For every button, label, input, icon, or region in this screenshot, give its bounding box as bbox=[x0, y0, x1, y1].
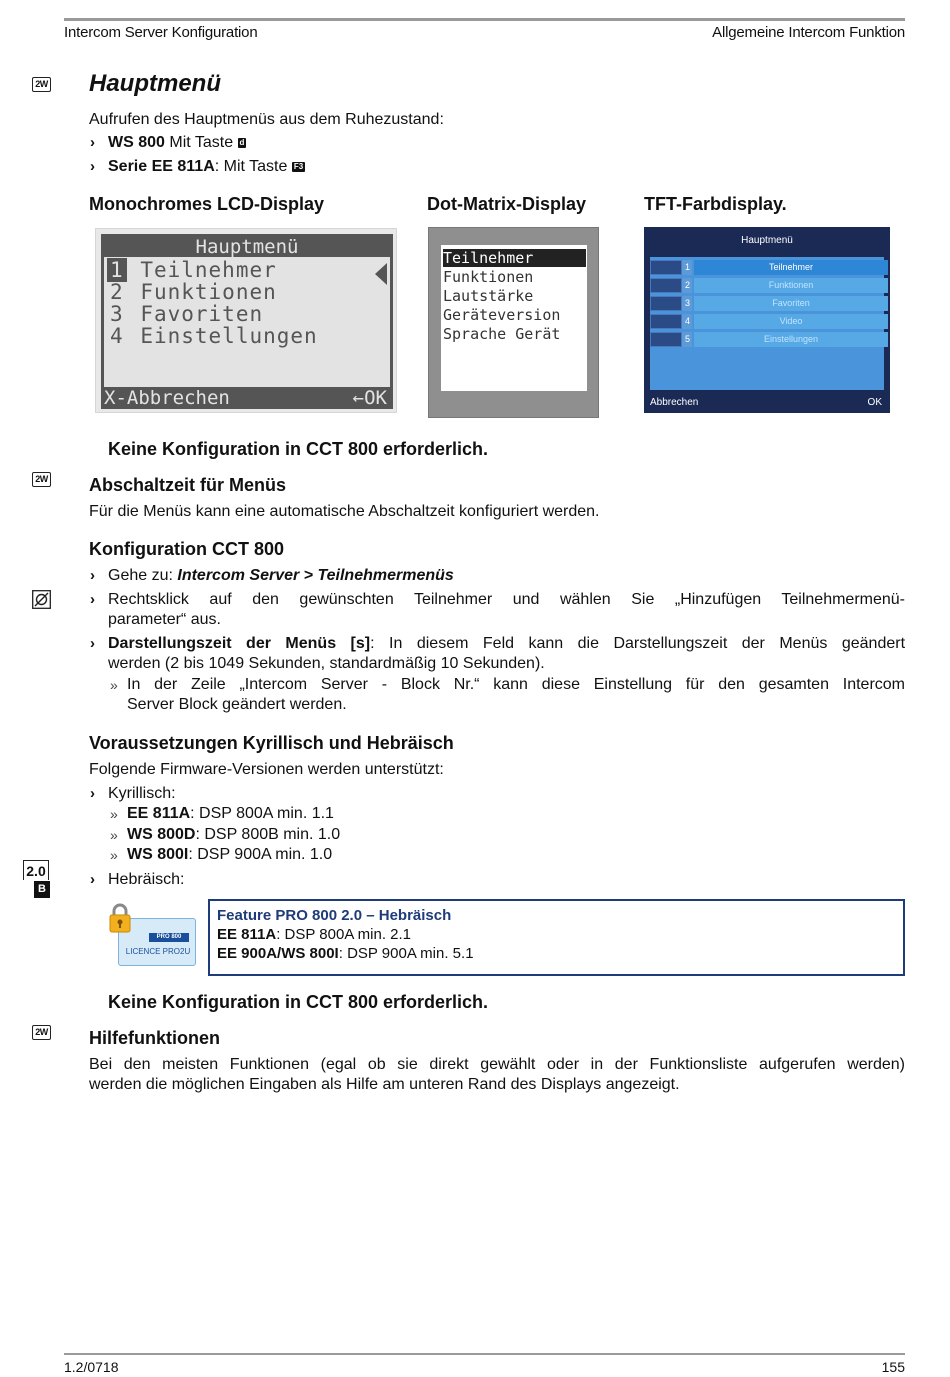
section-title-kyrillisch: Voraussetzungen Kyrillisch und Hebräisch bbox=[89, 733, 454, 753]
lock-icon bbox=[108, 903, 132, 933]
key-icon: F3 bbox=[293, 162, 304, 171]
bullet-rechtsklick: Rechtsklick auf den gewünschten Teilnehmer und wählen Sie „Hinzufügen Teilnehmermenü- parameter“ aus. bbox=[108, 591, 905, 628]
lcd-display bbox=[95, 228, 397, 413]
version-tag: 2.0 B bbox=[23, 860, 51, 900]
tft-row: 2 Funktionen bbox=[650, 278, 884, 293]
hilfe-text: Bei den meisten Funktionen (egal ob sie direkt gewählt oder in der Funktionsliste aufgerufen werden) werden die möglichen Eingaben als Hilfe am unteren Rand des Displays angezeigt. bbox=[89, 1056, 905, 1093]
bullet-kyrillisch: Kyrillisch: bbox=[108, 785, 176, 802]
chevron-icon: › bbox=[90, 134, 95, 151]
bullet-darstellungszeit: Darstellungszeit der Menüs [s]: In diesem Feld kann die Darstellungszeit der Menüs geändert werden (2 bis 1049 Sekunden, standardmäßig 10 Sekunden). bbox=[108, 635, 906, 672]
tft-row: 3 Favoriten bbox=[650, 296, 884, 311]
lcd-row: 2 Funktionen bbox=[110, 280, 277, 304]
lcd-row: 3 Favoriten bbox=[110, 302, 264, 326]
feature-line: EE 811A: DSP 800A min. 2.1 bbox=[217, 926, 412, 943]
sub-chevron-icon: » bbox=[110, 827, 118, 843]
twow-tag: 2W bbox=[32, 472, 51, 487]
page-title: Hauptmenü bbox=[89, 70, 221, 97]
section-title-cct800: Konfiguration CCT 800 bbox=[89, 539, 285, 559]
dot-label: Dot-Matrix-Display bbox=[427, 194, 587, 214]
tft-row: 4 Video bbox=[650, 314, 884, 329]
lcd-title: Hauptmenü bbox=[104, 237, 390, 257]
chevron-icon: › bbox=[90, 871, 95, 888]
lcd-label: Monochromes LCD-Display bbox=[89, 194, 325, 214]
feature-line: EE 900A/WS 800I: DSP 900A min. 5.1 bbox=[217, 945, 474, 962]
tft-row: 5 Einstellungen bbox=[650, 332, 884, 347]
lcd-footer: X-Abbrechen ←OK bbox=[104, 387, 390, 409]
tft-footer: Abbrechen OK bbox=[650, 397, 882, 408]
chevron-icon: › bbox=[90, 567, 95, 584]
chevron-icon: › bbox=[90, 635, 95, 652]
key-icon: d bbox=[239, 138, 245, 147]
bullet-ee811a: Serie EE 811A: Mit Taste F3 bbox=[108, 158, 304, 175]
sub-bullet-block: In der Zeile „Intercom Server - Block Nr.“ kann diese Einstellung für den gesamten Intercom Server Block geändert werden. bbox=[127, 676, 905, 713]
sub-bullet-ws800i: WS 800I: DSP 900A min. 1.0 bbox=[127, 846, 333, 863]
intro-text: Aufrufen des Hauptmenüs aus dem Ruhezustand: bbox=[89, 111, 444, 128]
chevron-icon: › bbox=[90, 158, 95, 175]
section-title-hilfe: Hilfefunktionen bbox=[89, 1028, 220, 1048]
tft-title: Hauptmenü bbox=[741, 235, 793, 246]
dot-matrix-display bbox=[428, 227, 599, 418]
sub-chevron-icon: » bbox=[110, 677, 118, 693]
lcd-row: 4 Einstellungen bbox=[110, 324, 318, 348]
chevron-icon: › bbox=[90, 785, 95, 802]
dot-row: Sprache Gerät bbox=[443, 325, 561, 343]
dot-row: Funktionen bbox=[443, 268, 534, 286]
twow-tag: 2W bbox=[32, 1025, 51, 1040]
firmware-intro: Folgende Firmware-Versionen werden unterstützt: bbox=[89, 761, 444, 778]
dot-row: Geräteversion bbox=[443, 306, 561, 324]
section-title-abschaltzeit: Abschaltzeit für Menüs bbox=[89, 475, 287, 495]
footer-rule bbox=[64, 1353, 905, 1355]
footer-page-number: 155 bbox=[881, 1359, 905, 1375]
feature-box bbox=[208, 899, 905, 976]
licence-graphic: PRO 800 LICENCE PRO2U bbox=[108, 903, 196, 967]
note-no-config: Keine Konfiguration in CCT 800 erforderlich. bbox=[108, 439, 489, 459]
sub-chevron-icon: » bbox=[110, 806, 118, 822]
chevron-icon: › bbox=[90, 591, 95, 608]
selection-arrow-icon bbox=[375, 263, 387, 285]
twow-tag: 2W bbox=[32, 77, 51, 92]
no-edit-icon bbox=[32, 590, 51, 609]
sub-bullet-ws800d: WS 800D: DSP 800B min. 1.0 bbox=[127, 826, 341, 843]
footer-left: 1.2/0718 bbox=[64, 1359, 119, 1375]
bullet-goto: Gehe zu: Intercom Server > Teilnehmermenüs bbox=[108, 567, 454, 584]
bullet-ws800: WS 800 Mit Taste d bbox=[108, 134, 245, 151]
header-left: Intercom Server Konfiguration bbox=[64, 24, 258, 41]
abschaltzeit-text: Für die Menüs kann eine automatische Abschaltzeit konfiguriert werden. bbox=[89, 503, 600, 520]
lcd-row: 1 Teilnehmer bbox=[107, 258, 277, 282]
bullet-hebraeisch: Hebräisch: bbox=[108, 871, 185, 888]
sub-bullet-ee811a: EE 811A: DSP 800A min. 1.1 bbox=[127, 805, 334, 822]
tft-label: TFT-Farbdisplay. bbox=[644, 194, 787, 214]
note-no-config: Keine Konfiguration in CCT 800 erforderlich. bbox=[108, 992, 489, 1012]
tft-display bbox=[644, 227, 890, 413]
sub-chevron-icon: » bbox=[110, 847, 118, 863]
tft-row: 1 Teilnehmer bbox=[650, 260, 884, 275]
header-right: Allgemeine Intercom Funktion bbox=[712, 24, 905, 41]
feature-title: Feature PRO 800 2.0 – Hebräisch bbox=[217, 907, 452, 924]
dot-row: Lautstärke bbox=[443, 287, 534, 305]
header-rule bbox=[64, 18, 905, 21]
dot-row: Teilnehmer bbox=[443, 249, 586, 267]
